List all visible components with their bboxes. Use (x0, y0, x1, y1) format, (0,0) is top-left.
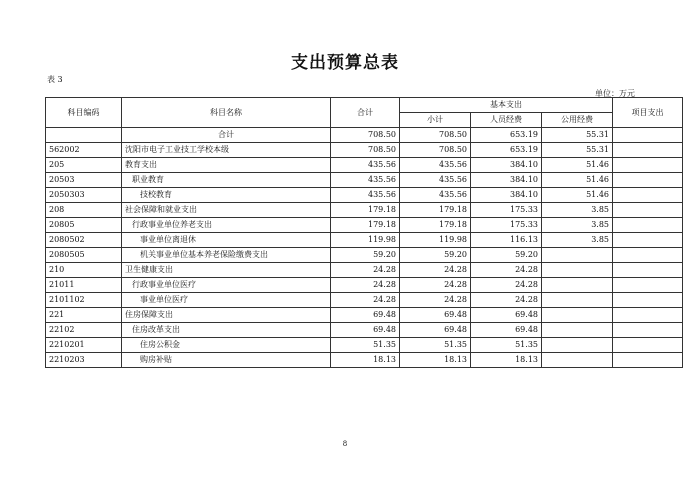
cell-code: 562002 (46, 143, 122, 158)
cell-name: 沈阳市电子工业技工学校本级 (122, 143, 331, 158)
header-subtotal: 小计 (400, 113, 471, 128)
cell-public: 51.46 (542, 158, 613, 173)
cell-personnel: 24.28 (471, 293, 542, 308)
cell-total: 69.48 (331, 308, 400, 323)
cell-project (613, 293, 683, 308)
cell-personnel: 175.33 (471, 218, 542, 233)
cell-total: 435.56 (331, 158, 400, 173)
table-number: 表 3 (47, 75, 63, 84)
table-row (46, 158, 683, 173)
table-row (46, 278, 683, 293)
cell-subtotal: 435.56 (400, 173, 471, 188)
cell-code (46, 128, 122, 143)
table-row (46, 353, 683, 368)
table-row (46, 203, 683, 218)
cell-total: 24.28 (331, 278, 400, 293)
cell-code: 210 (46, 263, 122, 278)
header-basic: 基本支出 (400, 98, 613, 113)
table-row (46, 233, 683, 248)
cell-project (613, 218, 683, 233)
cell-subtotal: 179.18 (400, 203, 471, 218)
cell-project (613, 173, 683, 188)
cell-project (613, 263, 683, 278)
cell-project (613, 353, 683, 368)
cell-name: 住房保障支出 (122, 308, 331, 323)
cell-personnel: 18.13 (471, 353, 542, 368)
cell-project (613, 203, 683, 218)
cell-code: 208 (46, 203, 122, 218)
cell-public (542, 293, 613, 308)
table-row (46, 323, 683, 338)
cell-total: 435.56 (331, 188, 400, 203)
cell-name: 住房公积金 (122, 338, 331, 353)
cell-name: 机关事业单位基本养老保险缴费支出 (122, 248, 331, 263)
cell-personnel: 175.33 (471, 203, 542, 218)
cell-code: 2101102 (46, 293, 122, 308)
cell-public: 55.31 (542, 143, 613, 158)
cell-total: 435.56 (331, 173, 400, 188)
cell-project (613, 233, 683, 248)
cell-personnel: 384.10 (471, 173, 542, 188)
cell-total: 59.20 (331, 248, 400, 263)
cell-personnel: 24.28 (471, 263, 542, 278)
cell-personnel: 24.28 (471, 278, 542, 293)
cell-personnel: 116.13 (471, 233, 542, 248)
cell-personnel: 69.48 (471, 323, 542, 338)
cell-project (613, 188, 683, 203)
table-row (46, 128, 683, 143)
cell-subtotal: 24.28 (400, 293, 471, 308)
cell-project (613, 308, 683, 323)
table-row (46, 308, 683, 323)
cell-subtotal: 435.56 (400, 188, 471, 203)
cell-subtotal: 69.48 (400, 308, 471, 323)
cell-public (542, 353, 613, 368)
cell-code: 21011 (46, 278, 122, 293)
cell-personnel: 384.10 (471, 188, 542, 203)
table-row (46, 248, 683, 263)
cell-project (613, 338, 683, 353)
cell-name: 住房改革支出 (122, 323, 331, 338)
cell-name: 行政事业单位医疗 (122, 278, 331, 293)
cell-project (613, 323, 683, 338)
cell-public: 3.85 (542, 203, 613, 218)
cell-project (613, 128, 683, 143)
cell-name: 技校教育 (122, 188, 331, 203)
header-total: 合计 (331, 98, 400, 128)
table-row (46, 188, 683, 203)
cell-subtotal: 435.56 (400, 158, 471, 173)
header-code: 科目编码 (46, 98, 122, 128)
cell-personnel: 384.10 (471, 158, 542, 173)
table-row (46, 173, 683, 188)
header-public: 公用经费 (542, 113, 613, 128)
cell-name: 卫生健康支出 (122, 263, 331, 278)
cell-subtotal: 51.35 (400, 338, 471, 353)
cell-public (542, 323, 613, 338)
cell-code: 2080502 (46, 233, 122, 248)
cell-subtotal: 708.50 (400, 143, 471, 158)
header-personnel: 人员经费 (471, 113, 542, 128)
cell-total: 708.50 (331, 143, 400, 158)
table-body (46, 128, 683, 368)
cell-name: 职业教育 (122, 173, 331, 188)
cell-subtotal: 119.98 (400, 233, 471, 248)
cell-name: 合计 (122, 128, 331, 143)
cell-code: 22102 (46, 323, 122, 338)
cell-total: 18.13 (331, 353, 400, 368)
cell-public: 51.46 (542, 173, 613, 188)
cell-code: 221 (46, 308, 122, 323)
cell-code: 2210201 (46, 338, 122, 353)
cell-code: 205 (46, 158, 122, 173)
cell-name: 事业单位医疗 (122, 293, 331, 308)
cell-code: 20805 (46, 218, 122, 233)
expenditure-budget-table (45, 97, 683, 368)
cell-name: 社会保障和就业支出 (122, 203, 331, 218)
header-name: 科目名称 (122, 98, 331, 128)
cell-total: 119.98 (331, 233, 400, 248)
cell-personnel: 59.20 (471, 248, 542, 263)
cell-total: 179.18 (331, 203, 400, 218)
table-row (46, 143, 683, 158)
cell-name: 购房补贴 (122, 353, 331, 368)
unit-label: 单位：万元 (595, 89, 635, 98)
cell-subtotal: 708.50 (400, 128, 471, 143)
cell-public (542, 278, 613, 293)
cell-total: 51.35 (331, 338, 400, 353)
cell-code: 2210203 (46, 353, 122, 368)
cell-subtotal: 24.28 (400, 278, 471, 293)
cell-public (542, 263, 613, 278)
cell-subtotal: 18.13 (400, 353, 471, 368)
cell-code: 2050303 (46, 188, 122, 203)
cell-personnel: 653.19 (471, 143, 542, 158)
header-row-top (46, 98, 683, 113)
cell-personnel: 51.35 (471, 338, 542, 353)
cell-subtotal: 59.20 (400, 248, 471, 263)
cell-subtotal: 179.18 (400, 218, 471, 233)
table-row (46, 338, 683, 353)
cell-project (613, 158, 683, 173)
cell-name: 行政事业单位养老支出 (122, 218, 331, 233)
cell-total: 69.48 (331, 323, 400, 338)
cell-total: 24.28 (331, 263, 400, 278)
cell-name: 事业单位离退休 (122, 233, 331, 248)
cell-name: 教育支出 (122, 158, 331, 173)
cell-total: 179.18 (331, 218, 400, 233)
cell-project (613, 143, 683, 158)
table-row (46, 293, 683, 308)
cell-public: 3.85 (542, 218, 613, 233)
cell-total: 708.50 (331, 128, 400, 143)
header-project: 项目支出 (613, 98, 683, 128)
cell-personnel: 653.19 (471, 128, 542, 143)
cell-subtotal: 24.28 (400, 263, 471, 278)
cell-public: 55.31 (542, 128, 613, 143)
cell-project (613, 278, 683, 293)
cell-code: 2080505 (46, 248, 122, 263)
cell-subtotal: 69.48 (400, 323, 471, 338)
document-title: 支出预算总表 (291, 53, 399, 73)
cell-project (613, 248, 683, 263)
table-row (46, 218, 683, 233)
cell-public (542, 248, 613, 263)
table-row (46, 263, 683, 278)
cell-personnel: 69.48 (471, 308, 542, 323)
cell-public: 3.85 (542, 233, 613, 248)
page-number: 8 (342, 440, 348, 448)
cell-code: 20503 (46, 173, 122, 188)
cell-public (542, 308, 613, 323)
cell-public: 51.46 (542, 188, 613, 203)
cell-public (542, 338, 613, 353)
cell-total: 24.28 (331, 293, 400, 308)
